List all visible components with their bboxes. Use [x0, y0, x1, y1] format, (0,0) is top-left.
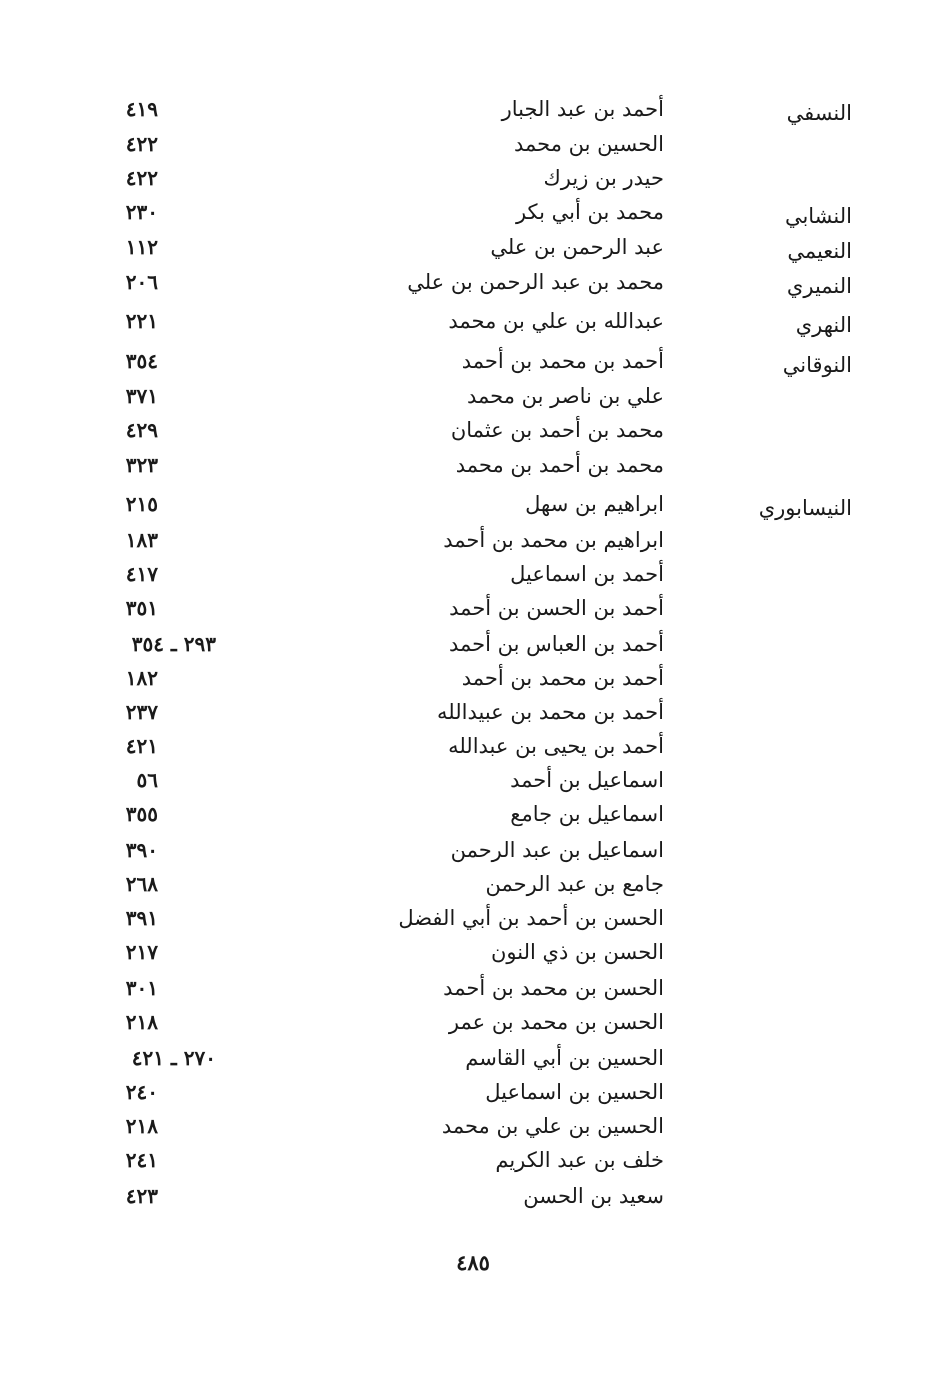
index-entry	[0, 596, 946, 630]
person-name: ابراهيم بن محمد بن أحمد	[443, 528, 664, 552]
page-reference: ٣٥٤	[125, 349, 158, 373]
index-entry	[0, 132, 946, 166]
person-name: أحمد بن محمد بن أحمد	[461, 349, 664, 373]
index-entry	[0, 700, 946, 734]
page-reference: ٤١٧	[125, 562, 158, 586]
person-name: محمد بن أحمد بن عثمان	[450, 418, 664, 442]
page-reference: ٢٤٠	[125, 1080, 158, 1104]
person-name: الحسن بن أحمد بن أبي الفضل	[398, 906, 664, 930]
person-name: اسماعيل بن عبد الرحمن	[450, 838, 664, 862]
page-reference: ٤٢٢	[125, 132, 158, 156]
index-entry	[0, 1080, 946, 1114]
index-entry	[0, 1046, 946, 1080]
index-entry	[0, 97, 946, 131]
index-entry	[0, 1148, 946, 1182]
nisba-label: النهري	[795, 313, 852, 337]
person-name: الحسن بن محمد بن عمر	[448, 1010, 664, 1034]
page-reference: ٤٢٩	[125, 418, 158, 442]
person-name: الحسن بن ذي النون	[491, 940, 664, 964]
person-name: أحمد بن العباس بن أحمد	[448, 632, 664, 656]
index-entry	[0, 802, 946, 836]
page-reference: ٤١٩	[125, 97, 158, 121]
page-reference: ٢٦٨	[125, 872, 158, 896]
page-reference: ٢٢١	[125, 309, 158, 333]
page-reference: ٢١٥	[125, 492, 158, 516]
page-reference: ٣٠١	[125, 976, 158, 1000]
person-name: أحمد بن اسماعيل	[510, 562, 664, 586]
person-name: علي بن ناصر بن محمد	[467, 384, 664, 408]
person-name: خلف بن عبد الكريم	[495, 1148, 664, 1172]
page-reference: ٤٢٢	[125, 166, 158, 190]
index-entry	[0, 562, 946, 596]
page-reference: ١٨٢	[125, 666, 158, 690]
index-entry	[0, 768, 946, 802]
person-name: الحسين بن أبي القاسم	[465, 1046, 664, 1070]
index-entry	[0, 838, 946, 872]
person-name: حيدر بن زيرك	[543, 166, 664, 190]
person-name: أحمد بن محمد بن أحمد	[461, 666, 664, 690]
person-name: ابراهيم بن سهل	[525, 492, 664, 516]
nisba-label: النشابي	[784, 204, 852, 228]
person-name: الحسين بن علي بن محمد	[441, 1114, 664, 1138]
page-reference: ١٨٣	[125, 528, 158, 552]
page-reference: ٢١٨	[125, 1114, 158, 1138]
nisba-label: النيسابوري	[758, 496, 852, 520]
person-name: محمد بن أبي بكر	[515, 200, 664, 224]
person-name: عبد الرحمن بن علي	[490, 235, 664, 259]
index-entry	[0, 734, 946, 768]
page-reference: ٢١٧	[125, 940, 158, 964]
index-entry	[0, 940, 946, 974]
page-reference: ٢٠٦	[125, 270, 158, 294]
nisba-label: النوقاني	[782, 353, 852, 377]
page-reference: ٢٩٣ ـ ٣٥٤	[131, 632, 216, 656]
page-reference: ٣٥٥	[125, 802, 158, 826]
page-reference: ٢٧٠ ـ ٤٢١	[131, 1046, 216, 1070]
nisba-label: النسفي	[786, 101, 852, 125]
person-name: اسماعيل بن جامع	[510, 802, 664, 826]
index-entry	[0, 632, 946, 666]
page-reference: ٢٣٧	[125, 700, 158, 724]
page-reference: ١١٢	[125, 235, 158, 259]
index-entry	[0, 270, 946, 304]
person-name: محمد بن أحمد بن محمد	[455, 453, 664, 477]
person-name: سعيد بن الحسن	[523, 1184, 664, 1208]
person-name: محمد بن عبد الرحمن بن علي	[407, 270, 664, 294]
page-reference: ٣٥١	[125, 596, 158, 620]
person-name: اسماعيل بن أحمد	[510, 768, 664, 792]
index-entry	[0, 976, 946, 1010]
person-name: أحمد بن محمد بن عبيدالله	[437, 700, 664, 724]
index-entry	[0, 906, 946, 940]
page-reference: ٢٣٠	[125, 200, 158, 224]
index-entry	[0, 1184, 946, 1218]
page-reference: ٣٩٠	[125, 838, 158, 862]
page-reference: ٢١٨	[125, 1010, 158, 1034]
page-reference: ٣٧١	[125, 384, 158, 408]
nisba-label: النميري	[786, 274, 852, 298]
index-entry	[0, 1114, 946, 1148]
person-name: الحسن بن محمد بن أحمد	[443, 976, 664, 1000]
index-entry	[0, 1010, 946, 1044]
page-reference: ٤٢١	[125, 734, 158, 758]
index-entry	[0, 418, 946, 452]
person-name: أحمد بن عبد الجبار	[501, 97, 664, 121]
index-entry	[0, 666, 946, 700]
page-reference: ٢٤١	[125, 1148, 158, 1172]
person-name: عبدالله بن علي بن محمد	[448, 309, 664, 333]
page-reference: ٣٩١	[125, 906, 158, 930]
index-entry	[0, 349, 946, 383]
index-entry	[0, 872, 946, 906]
page-reference: ٣٢٣	[125, 453, 158, 477]
page-reference: ٤٢٣	[125, 1184, 158, 1208]
person-name: الحسين بن اسماعيل	[485, 1080, 664, 1104]
page-reference: ٥٦	[136, 768, 158, 792]
index-entry	[0, 235, 946, 269]
index-entry	[0, 453, 946, 487]
index-entry	[0, 166, 946, 200]
index-entry	[0, 528, 946, 562]
person-name: أحمد بن الحسن بن أحمد	[449, 596, 664, 620]
person-name: جامع بن عبد الرحمن	[485, 872, 664, 896]
nisba-label: النعيمي	[787, 239, 852, 263]
index-entry	[0, 309, 946, 343]
person-name: أحمد بن يحيى بن عبدالله	[448, 734, 664, 758]
person-name: الحسين بن محمد	[514, 132, 664, 156]
page-number: ٤٨٥	[456, 1250, 490, 1275]
index-entry	[0, 200, 946, 234]
index-entry	[0, 492, 946, 526]
index-entry	[0, 384, 946, 418]
